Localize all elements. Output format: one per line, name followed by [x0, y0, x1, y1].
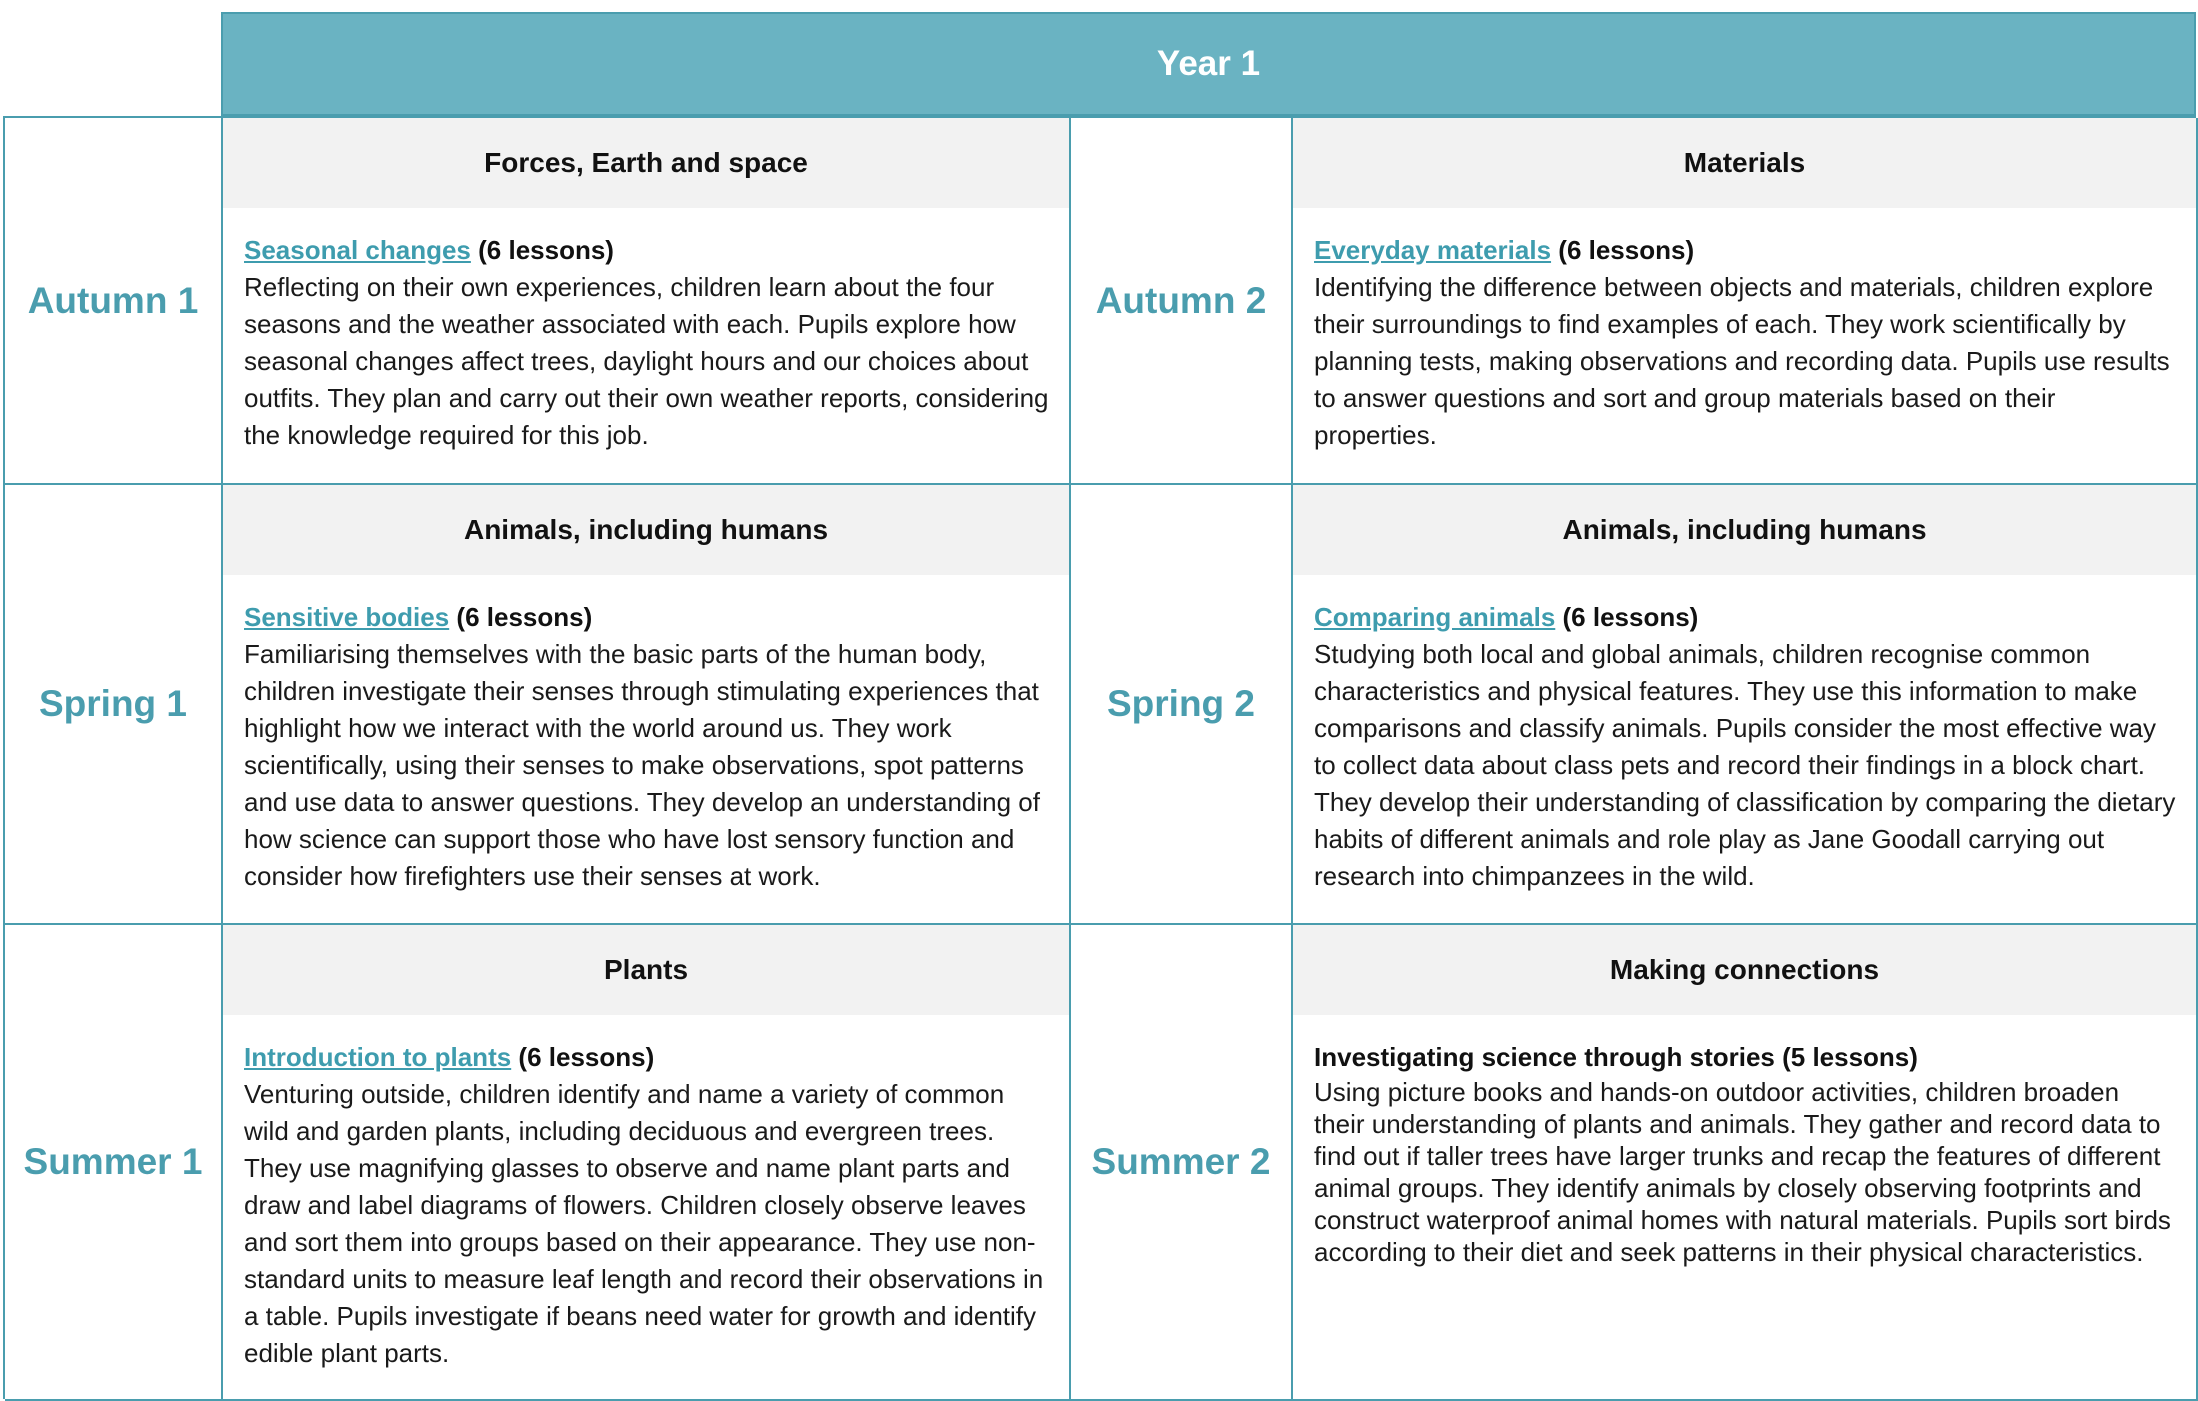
term-label-autumn-1: Autumn 1 [5, 118, 223, 485]
term-label-autumn-2: Autumn 2 [1071, 118, 1293, 485]
unit-cell-summer-2 [1293, 925, 2198, 1401]
unit-description: Familiarising themselves with the basic parts of the human body, children investigate their senses through stimulating experiences that highlight how we interact with the world around us. They work scientifically, using their senses to make observations, spot patterns and use data to answer questions. They develop an understanding of how science can support those who have lost sensory function and consider how firefighters use their senses at work. [244, 639, 1040, 891]
lesson-line [1314, 232, 2176, 269]
lesson-line [244, 232, 1049, 269]
term-grid [3, 116, 2196, 1399]
lesson-count: (6 lessons) [518, 1042, 655, 1072]
unit-title: Animals, including humans [223, 485, 1069, 575]
lesson-link-comparing-animals[interactable]: Comparing animals [1314, 602, 1556, 632]
unit-title: Animals, including humans [1293, 485, 2196, 575]
unit-cell-spring-2 [1293, 485, 2198, 925]
unit-cell-autumn-2 [1293, 118, 2198, 485]
unit-body [1293, 208, 2196, 454]
unit-body [1293, 1015, 2196, 1268]
unit-body [223, 575, 1069, 895]
unit-body [223, 1015, 1069, 1372]
unit-body [1293, 575, 2196, 895]
unit-description: Identifying the difference between objects and materials, children explore their surroundings to find examples of each. They work scientifically by planning tests, making observations and recording data. Pupils use results to answer questions and sort and group materials based on their properties. [1314, 272, 2170, 450]
term-label-spring-2: Spring 2 [1071, 485, 1293, 925]
lesson-link-seasonal-changes[interactable]: Seasonal changes [244, 235, 471, 265]
lesson-link-sensitive-bodies[interactable]: Sensitive bodies [244, 602, 450, 632]
unit-title: Plants [223, 925, 1069, 1015]
unit-body [223, 208, 1069, 454]
unit-title: Making connections [1293, 925, 2196, 1015]
lesson-line [1314, 599, 2176, 636]
unit-cell-summer-1 [223, 925, 1071, 1401]
lesson-line [244, 599, 1049, 636]
term-label-summer-2: Summer 2 [1071, 925, 1293, 1401]
year-header [221, 12, 2196, 116]
lesson-link-everyday-materials[interactable]: Everyday materials [1314, 235, 1552, 265]
unit-cell-autumn-1 [223, 118, 1071, 485]
lesson-line [244, 1039, 1049, 1076]
unit-description: Venturing outside, children identify and name a variety of common wild and garden plants, including deciduous and evergreen trees. They use magnifying glasses to observe and name plant parts and draw and label diagrams of flowers. Children closely observe leaves and sort them into groups based on their appearance. They use non-standard units to measure leaf length and record their observations in a table. Pupils investigate if beans need water for growth and identify edible plant parts. [244, 1079, 1044, 1368]
lesson-heading: Investigating science through stories (5 lessons) [1314, 1042, 1918, 1072]
unit-description: Using picture books and hands-on outdoor activities, children broaden their understanding of plants and animals. They gather and record data to find out if taller trees have larger trunks and recap the features of different animal groups. They identify animals by closely observing footprints and construct waterproof animal homes with natural materials. Pupils sort birds according to their diet and seek patterns in their physical characteristics. [1314, 1077, 2171, 1267]
unit-title: Forces, Earth and space [223, 118, 1069, 208]
year-title: Year 1 [1156, 44, 1261, 83]
unit-cell-spring-1 [223, 485, 1071, 925]
term-label-summer-1: Summer 1 [5, 925, 223, 1401]
unit-description: Reflecting on their own experiences, children learn about the four seasons and the weather associated with each. Pupils explore how seasonal changes affect trees, daylight hours and our choices about outfits. They plan and carry out their own weather reports, considering the knowledge required for this job. [244, 272, 1049, 450]
lesson-count: (6 lessons) [1562, 602, 1699, 632]
unit-description: Studying both local and global animals, children recognise common characteristics and physical features. They use this information to make comparisons and classify animals. Pupils consider the most effective way to collect data about class pets and record their findings in a block chart. They develop their understanding of classification by comparing the dietary habits of different animals and role play as Jane Goodall carrying out research into chimpanzees in the wild. [1314, 639, 2176, 891]
term-label-spring-1: Spring 1 [5, 485, 223, 925]
lesson-count: (6 lessons) [456, 602, 593, 632]
lesson-count: (6 lessons) [1558, 235, 1695, 265]
lesson-link-introduction-to-plants[interactable]: Introduction to plants [244, 1042, 512, 1072]
lesson-count: (6 lessons) [478, 235, 614, 265]
unit-title: Materials [1293, 118, 2196, 208]
